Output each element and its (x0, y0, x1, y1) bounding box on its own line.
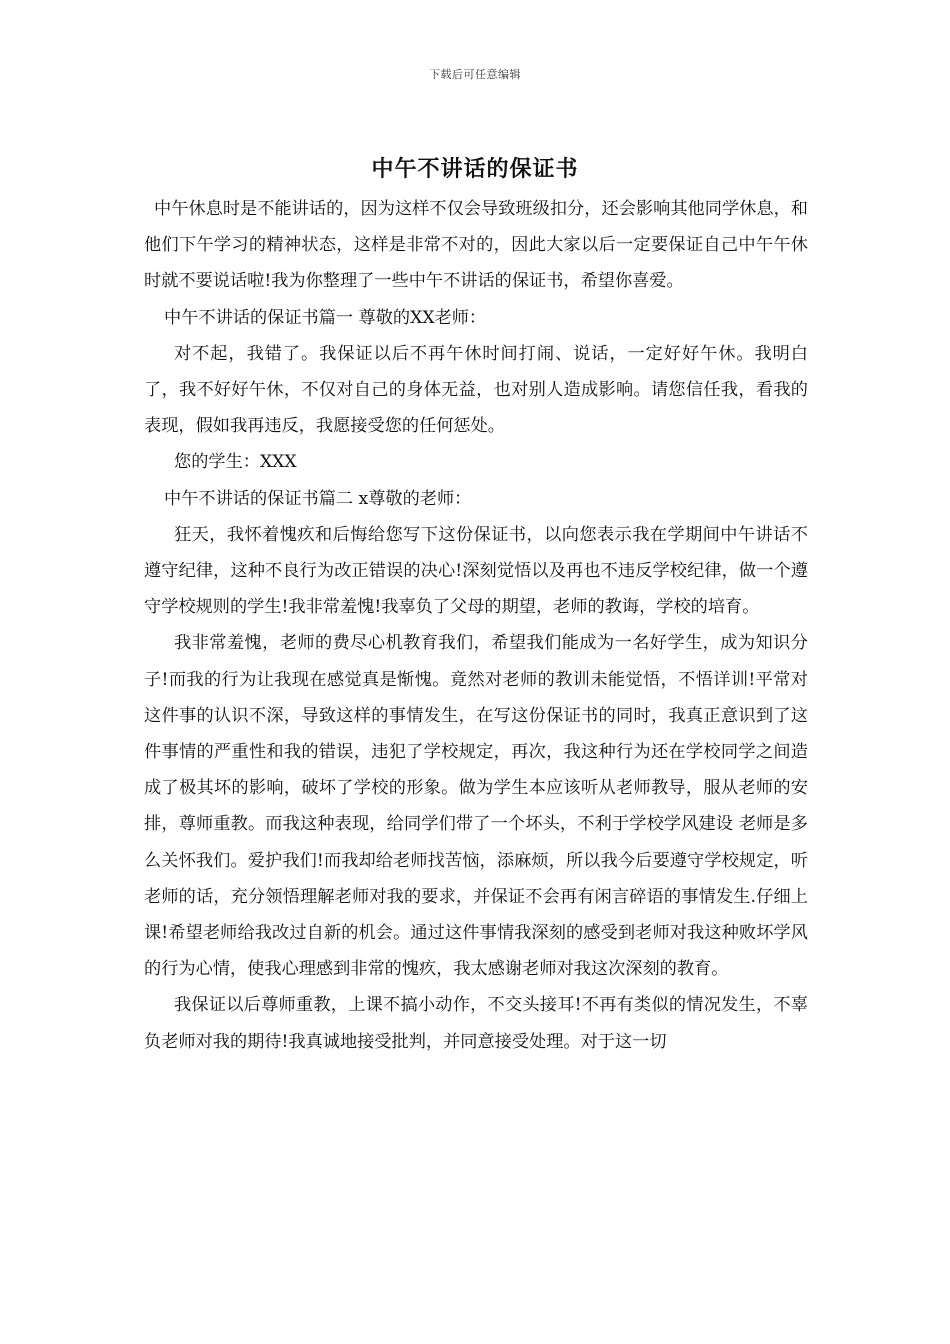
paragraph-letter-one-body: 对不起，我错了。我保证以后不再午休时间打闹、说话，一定好好午休。我明白了，我不好好午休，不仅对自己的身体无益，也对别人造成影响。请您信任我，看我的表现，假如我再违反，我愿接受您的任何惩处。 (144, 343, 808, 437)
paragraph-letter-two-heading: 中午不讲话的保证书篇二 x尊敬的老师： (164, 488, 472, 509)
document-body (144, 191, 808, 1060)
paragraph-letter-two-body-3: 我保证以后尊师重教，上课不搞小动作，不交头接耳!不再有类似的情况发生，不辜负老师对我的期待!我真诚地接受批判，并同意接受处理。对于这一切 (144, 995, 808, 1052)
paragraph-letter-one-heading: 中午不讲话的保证书篇一 尊敬的XX老师： (164, 307, 487, 328)
document-title: 中午不讲话的保证书 (371, 156, 579, 182)
paragraph-letter-two-body-1: 狂天，我怀着愧疚和后悔给您写下这份保证书，以向您表示我在学期间中午讲话不遵守纪律，这种不良行为改正错误的决心!深刻觉悟以及再也不违反学校纪律，做一个遵守学校规则的学生!我非常羞愧!我辜负了父母的期望，老师的教诲，学校的培育。 (144, 524, 808, 618)
paragraph-letter-one-signature: 您的学生：XXX (174, 452, 297, 473)
paragraph-intro: 中午休息时是不能讲话的，因为这样不仅会导致班级扣分，还会影响其他同学休息，和他们下午学习的精神状态，这样是非常不对的，因此大家以后一定要保证自己中午午休时就不要说话啦!我为你整理了一些中午不讲话的保证书，希望你喜爱。 (144, 199, 808, 292)
header-note: 下载后可任意编辑 (429, 68, 521, 81)
paragraph-letter-two-body-2: 我非常羞愧，老师的费尽心机教育我们，希望我们能成为一名好学生，成为知识分子!而我的行为让我现在感觉真是惭愧。竟然对老师的教训未能觉悟，不悟详训!平常对这件事的认识不深，导致这样的事情发生，在写这份保证书的同时，我真正意识到了这件事情的严重性和我的错误，违犯了学校规定，再次，我这种行为还在学校同学之间造成了极其坏的影响，破坏了学校的形象。做为学生本应该听从老师教导，服从老师的安排，尊师重教。而我这种表现，给同学们带了一个坏头，不利于学校学风建设 老师是多么关怀我们。爱护我们!而我却给老师找苦恼，添麻烦，所以我今后要遵守学校规定，听老师的话，充分领悟理解老师对我的要求，并保证不会再有闲言碎语的事情发生.仔细上课!希望老师给我改过自新的机会。通过这件事情我深刻的感受到老师对我这种败坏学风的行为心情，使我心理感到非常的愧疚，我太感谢老师对我这次深刻的教育。 (144, 633, 808, 980)
